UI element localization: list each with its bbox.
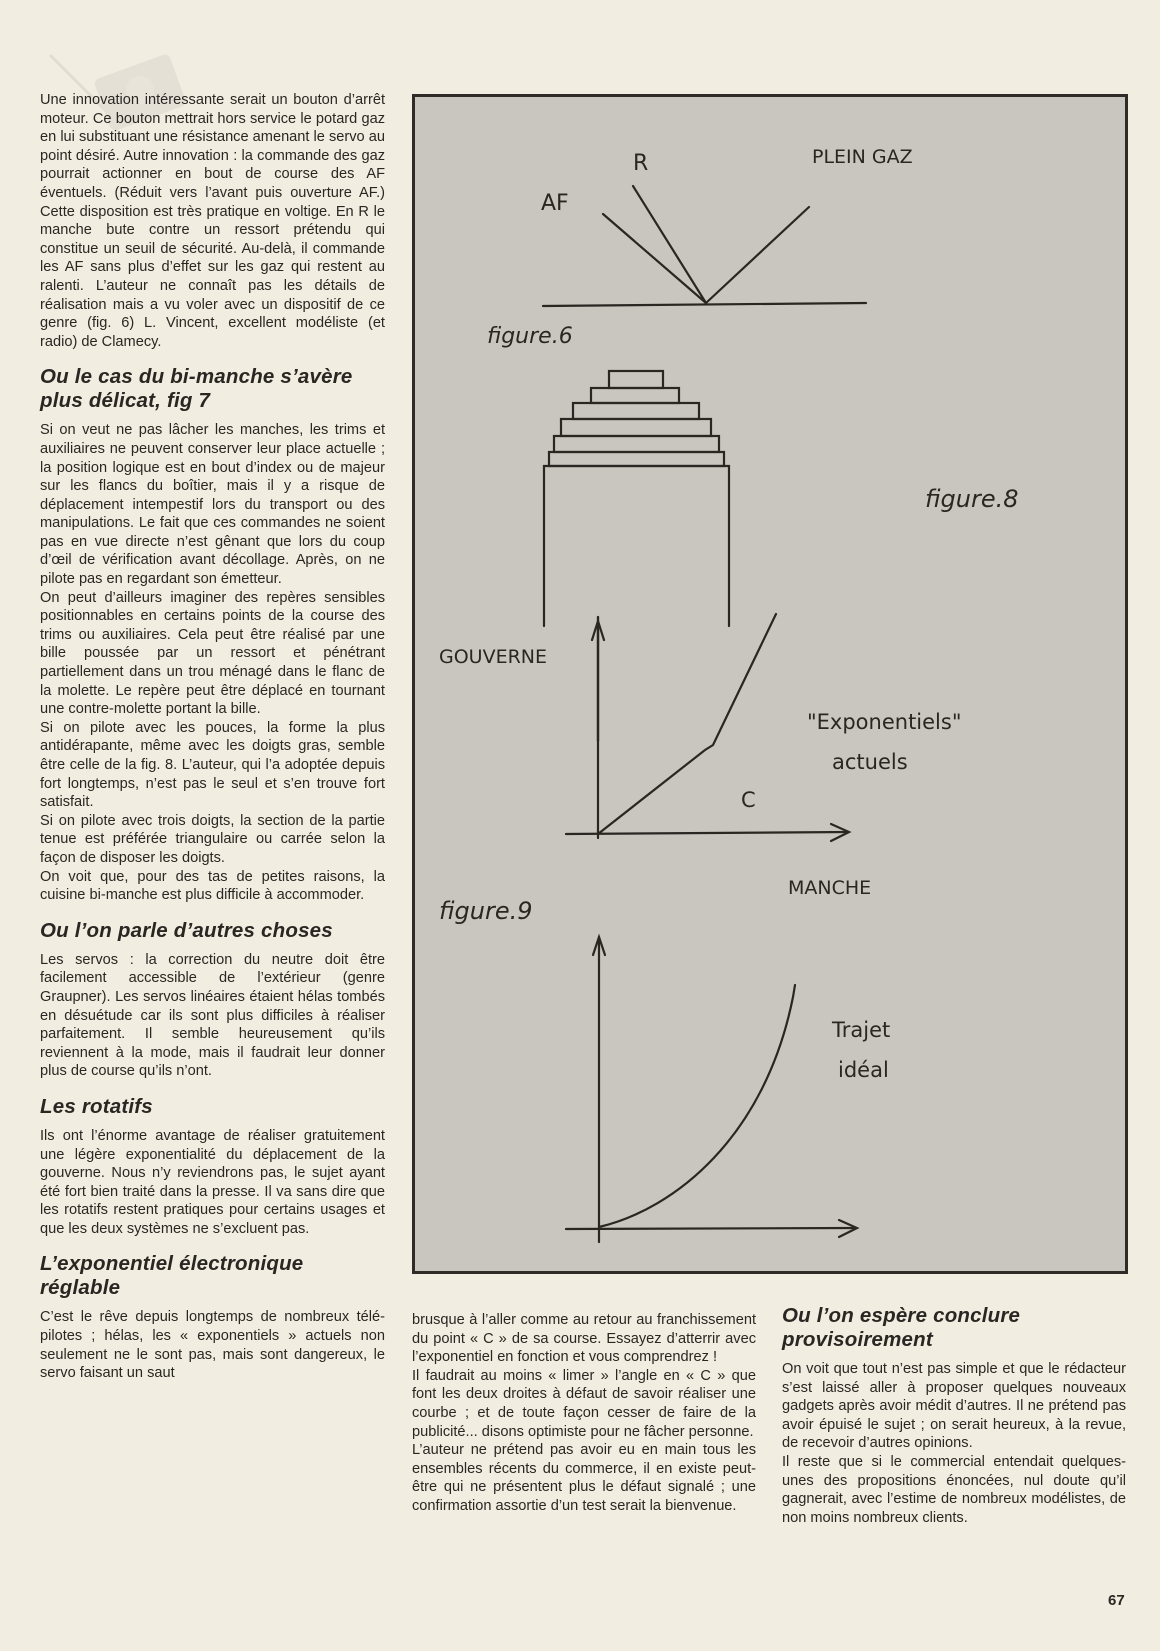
fig9-label-actuels: actuels — [832, 750, 908, 774]
fig6-baseline — [543, 303, 866, 306]
fig9b-curve-ideal — [599, 985, 795, 1227]
paragraph: C’est le rêve depuis longtemps de nombreux télé-pilotes ; hélas, les « exponentiels » actuels non seulement ne le sont pas, mais sont dangereux, le servo faisant un saut — [40, 1309, 385, 1382]
fig6-label-af: AF — [541, 191, 569, 216]
fig8-step-3 — [573, 403, 699, 419]
paragraph: Les servos : la correction du neutre doit être facilement accessible de l’extérieur (genre Graupner). Les servos linéaires étaient hélas tombés en désuétude car ils sont plus difficiles à réaliser parfaitement. Il semble heureusement qu’ils reviennent à la mode, mais il faudrait leur donner plus de course qu’ils n’ont. — [40, 951, 385, 1080]
paragraph: Si on pilote avec trois doigts, la section de la partie tenue est préférée triangulaire ou carrée selon la façon de disposer les doigts. — [40, 812, 385, 866]
figures-drawing — [415, 97, 1125, 1271]
fig9a-x-axis — [566, 832, 848, 834]
fig8-step-4 — [561, 419, 711, 436]
fig9-label-exponentiels: "Exponentiels" — [807, 710, 962, 734]
text-column-1 — [40, 91, 385, 1383]
fig6-label-r: R — [633, 151, 649, 176]
section-heading-conclure: Ou l’on espère conclure provisoirement — [782, 1304, 1021, 1351]
fig9-label-c: C — [741, 788, 756, 812]
fig8-step-1 — [609, 371, 663, 388]
section-heading-bi-manche: Ou le cas du bi-manche s’avère plus délicat, fig 7 — [40, 365, 353, 413]
figure-9-graph-ideal — [566, 937, 857, 1242]
figure-8-stick-shape — [544, 371, 729, 626]
fig6-plein-gaz-line — [706, 207, 809, 303]
section-heading-rotatifs: Les rotatifs — [40, 1094, 153, 1118]
paragraph: Si on veut ne pas lâcher les manches, les trims et auxiliaires ne peuvent conserver leur place actuelle ; la position logique est en bout d’index ou de majeur sur les flancs du boîtier, mais il y a risque de déplacement intempestif lors du transport ou des manipulations. Le fait que ces commandes ne soient pas en vue directe n’est gênant que lors du coup d’œil de vérification avant décollage. Après, on ne pilote pas en regardant son émetteur. — [40, 422, 385, 588]
paragraph: brusque à l’aller comme au retour au franchissement du point « C » de sa course. Essayez d’atterrir avec l’exponentiel en fonction et vous comprendrez ! — [412, 1312, 756, 1366]
fig8-caption: figure.8 — [925, 485, 1019, 513]
fig8-step-6 — [549, 452, 724, 466]
fig8-stick-body — [544, 466, 729, 626]
paragraph: Il faudrait au moins « limer » l’angle en « C » que font les deux droites à défaut de savoir réaliser une courbe ; et de toute façon cesser de faire de la publicité... disons optimiste pour ne fâcher personne. — [412, 1367, 756, 1440]
paragraph: On peut d’ailleurs imaginer des repères sensibles positionnables en certains points de la course des trims ou auxiliaires. Cela peut être réalisé par une bille poussée par un ressort et pénétrant partiellement dans un trou ménagé dans le flanc de la molette. Le repère peut être déplacé en tournant une contre-molette portant la bille. — [40, 589, 385, 718]
fig8-step-2 — [591, 388, 679, 403]
fig9-caption: figure.9 — [439, 897, 533, 925]
paragraph: On voit que, pour des tas de petites raisons, la cuisine bi-manche est plus difficile à accommoder. — [40, 868, 385, 904]
fig6-r-line — [633, 186, 706, 303]
text-column-2 — [412, 1311, 756, 1516]
paragraph: Il reste que si le commercial entendait quelques-unes des propositions énoncées, nul doute qu’il gagnerait, avec l’estime de nombreux modélistes, de non moins nombreux clients. — [782, 1453, 1126, 1526]
section-heading-autres-choses: Ou l’on parle d’autres choses — [40, 918, 333, 942]
paragraph: Si on pilote avec les pouces, la forme la plus antidérapante, même avec les doigts gras, semble être celle de la fig. 8. L’auteur, qui l’a adoptée depuis fort longtemps, n’est pas le seul et s’en trouve fort satisfait. — [40, 719, 385, 811]
fig6-caption: figure.6 — [487, 324, 573, 349]
fig9-x-axis-label: MANCHE — [788, 877, 872, 899]
page-number: 67 — [1108, 1592, 1125, 1609]
paragraph: Ils ont l’énorme avantage de réaliser gratuitement une légère exponentialité du déplacement de la gouverne. Nous n’y reviendrons pas, le sujet ayant été fort bien traité dans la presse. Il va sans dire que les rotatifs restent pratiques pour certains usages et que les deux systèmes ne s’excluent pas. — [40, 1127, 385, 1237]
figure-6-throttle-diagram — [543, 186, 866, 306]
fig9-label-ideal: idéal — [838, 1058, 889, 1082]
fig9-label-trajet: Trajet — [832, 1018, 891, 1042]
fig9-y-axis-label: GOUVERNE — [439, 646, 548, 668]
paragraph: On voit que tout n’est pas simple et que le rédacteur s’est laissé aller à proposer quelques nouveaux gadgets après avoir médit d’autres. Il ne prétend pas avoir épuisé le sujet ; on serait heureux, à la revue, de recevoir d’autres opinions. — [782, 1361, 1126, 1452]
section-heading-exponentiel: L’exponentiel électronique réglable — [40, 1252, 304, 1300]
figures-panel — [412, 94, 1128, 1274]
paragraph: Une innovation intéressante serait un bouton d’arrêt moteur. Ce bouton mettrait hors service le potard gaz en lui substituant une résistance amenant le servo au point désiré. Autre innovation : la commande des gaz pourrait actionner en bout de course des AF éventuels. (Réduit vers l’avant puis ouverture AF.) Cette disposition est très pratique en voltige. En R le manche bute contre un ressort prétendu qui constitue un seuil de sécurité. Au-delà, il commande les AF sans plus d’effet sur les gaz qui restent au ralenti. L’auteur ne connaît pas les détails de réalisation mais a vu voler avec un dispositif de ce genre (fig. 6) L. Vincent, excellent modéliste (et radio) de Clamecy. — [40, 92, 385, 350]
fig9b-x-axis — [566, 1228, 856, 1229]
text-column-3 — [782, 1304, 1126, 1527]
fig6-label-plein-gaz: PLEIN GAZ — [812, 146, 913, 168]
fig8-step-5 — [554, 436, 719, 452]
fig6-af-line — [603, 214, 706, 303]
paragraph: L’auteur ne prétend pas avoir eu en main tous les ensembles récents du commerce, il en existe peut-être qui ne présentent plus le défaut signalé ; une confirmation assortie d’un test serait la bienvenue. — [412, 1442, 756, 1514]
